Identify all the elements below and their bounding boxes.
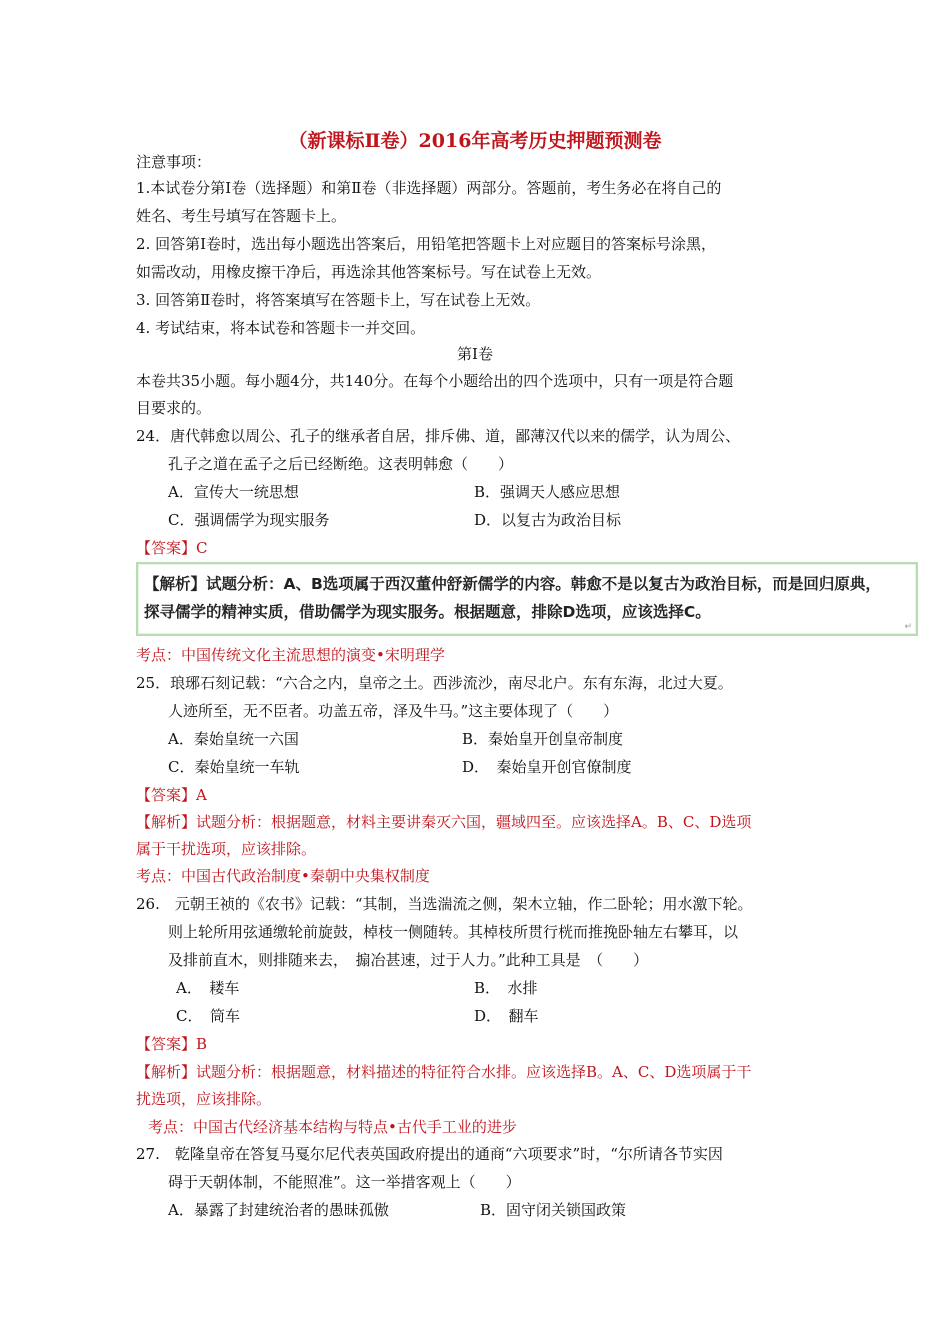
q25-option-b: B．秦始皇开创皇帝制度 xyxy=(462,730,624,748)
q24-analysis-line-2: 探寻儒学的精神实质，借助儒学为现实服务。根据题意，排除D选项，应该选择C。 xyxy=(144,603,711,621)
notice-item-3: 3. 回答第Ⅱ卷时，将答案填写在答题卡上，写在试卷上无效。 xyxy=(136,291,541,309)
q26-stem-cont-2: 及排前直木，则排随来去， 搧冶甚速，过于人力。”此种工具是 （ ） xyxy=(168,951,649,969)
q24-option-b: B．强调天人感应思想 xyxy=(474,483,621,501)
q26-answer: 【答案】B xyxy=(136,1035,208,1053)
q24-point: 考点：中国传统文化主流思想的演变•宋明理学 xyxy=(136,646,445,664)
q26-point: 考点：中国古代经济基本结构与特点•古代手工业的进步 xyxy=(148,1118,517,1136)
q26-stem-cont-1: 则上轮所用弦通缴轮前旋鼓，棹枝一侧随转。其棹枝所贯行桄而推挽卧轴左右攀耳，以 xyxy=(168,923,739,941)
q26-analysis-cont: 扰选项，应该排除。 xyxy=(136,1090,272,1108)
q24-option-c: C．强调儒学为现实服务 xyxy=(168,511,330,529)
section-heading: 第Ⅰ卷 xyxy=(457,345,493,363)
q24-stem-cont: 孔子之道在孟子之后已经断绝。这表明韩愈（ ） xyxy=(168,455,514,473)
notice-item-1-cont: 姓名、考生号填写在答题卡上。 xyxy=(136,207,347,225)
q25-analysis: 【解析】试题分析：根据题意，材料主要讲秦灭六国，疆域四至。应该选择A。B、C、D选项 xyxy=(136,813,752,831)
section-intro: 本卷共35小题。每小题4分，共140分。在每个小题给出的四个选项中，只有一项是符合题 xyxy=(136,372,734,390)
q25-option-d: D． 秦始皇开创官僚制度 xyxy=(462,758,632,776)
page-title: （新课标Ⅱ卷）2016年高考历史押题预测卷 xyxy=(288,130,662,152)
q24-stem: 24．唐代韩愈以周公、孔子的继承者自居，排斥佛、道，鄙薄汉代以来的儒学，认为周公、 xyxy=(136,427,741,445)
return-mark-icon: ↵ xyxy=(904,622,912,632)
q24-option-a: A．宣传大一统思想 xyxy=(168,483,299,501)
q24-answer: 【答案】C xyxy=(136,539,208,557)
q26-option-d: D． 翻车 xyxy=(474,1007,539,1025)
notice-item-1: 1.本试卷分第Ⅰ卷（选择题）和第Ⅱ卷（非选择题）两部分。答题前，考生务必在将自己的 xyxy=(136,179,722,197)
notice-item-4: 4. 考试结束，将本试卷和答题卡一并交回。 xyxy=(136,319,426,337)
q26-analysis: 【解析】试题分析：根据题意，材料描述的特征符合水排。应该选择B。A、C、D选项属于干 xyxy=(136,1063,752,1081)
q26-stem: 26. 元朝王祯的《农书》记载：“其制，当选湍流之侧，架木立轴，作二卧轮；用水激下轮。 xyxy=(136,895,753,913)
q25-option-a: A．秦始皇统一六国 xyxy=(168,730,299,748)
q24-analysis-image xyxy=(136,562,918,636)
q24-analysis-line-1: 【解析】试题分析：A、B选项属于西汉董仲舒新儒学的内容。韩愈不是以复古为政治目标，而是回归原典， xyxy=(144,575,881,593)
q24-option-d: D．以复古为政治目标 xyxy=(474,511,622,529)
q27-stem-cont: 碍于天朝体制，不能照准”。这一举措客观上（ ） xyxy=(168,1173,521,1191)
q27-stem: 27. 乾隆皇帝在答复马戛尔尼代表英国政府提出的通商“六项要求”时，“尔所请各节实因 xyxy=(136,1145,723,1163)
q25-analysis-cont: 属于干扰选项，应该排除。 xyxy=(136,840,317,858)
q25-answer: 【答案】A xyxy=(136,786,207,804)
notice-heading: 注意事项： xyxy=(136,153,212,171)
q25-option-c: C．秦始皇统一车轨 xyxy=(168,758,300,776)
q27-option-a: A．暴露了封建统治者的愚昧孤傲 xyxy=(168,1201,389,1219)
q26-option-b: B． 水排 xyxy=(474,979,538,997)
q26-option-a: A． 耧车 xyxy=(176,979,240,997)
notice-item-2-cont: 如需改动，用橡皮擦干净后，再选涂其他答案标号。写在试卷上无效。 xyxy=(136,263,602,281)
notice-item-2: 2. 回答第Ⅰ卷时，选出每小题选出答案后，用铅笔把答题卡上对应题目的答案标号涂黑， xyxy=(136,235,717,253)
q27-option-b: B．固守闭关锁国政策 xyxy=(480,1201,627,1219)
q25-stem: 25．琅琊石刻记载：“六合之内，皇帝之土。西涉流沙，南尽北户。东有东海，北过大夏。 xyxy=(136,674,733,692)
q25-stem-cont: 人迹所至，无不臣者。功盖五帝，泽及牛马。”这主要体现了（ ） xyxy=(168,702,619,720)
q25-point: 考点：中国古代政治制度•秦朝中央集权制度 xyxy=(136,867,430,885)
q26-option-c: C． 筒车 xyxy=(176,1007,240,1025)
section-intro-cont: 目要求的。 xyxy=(136,399,212,417)
